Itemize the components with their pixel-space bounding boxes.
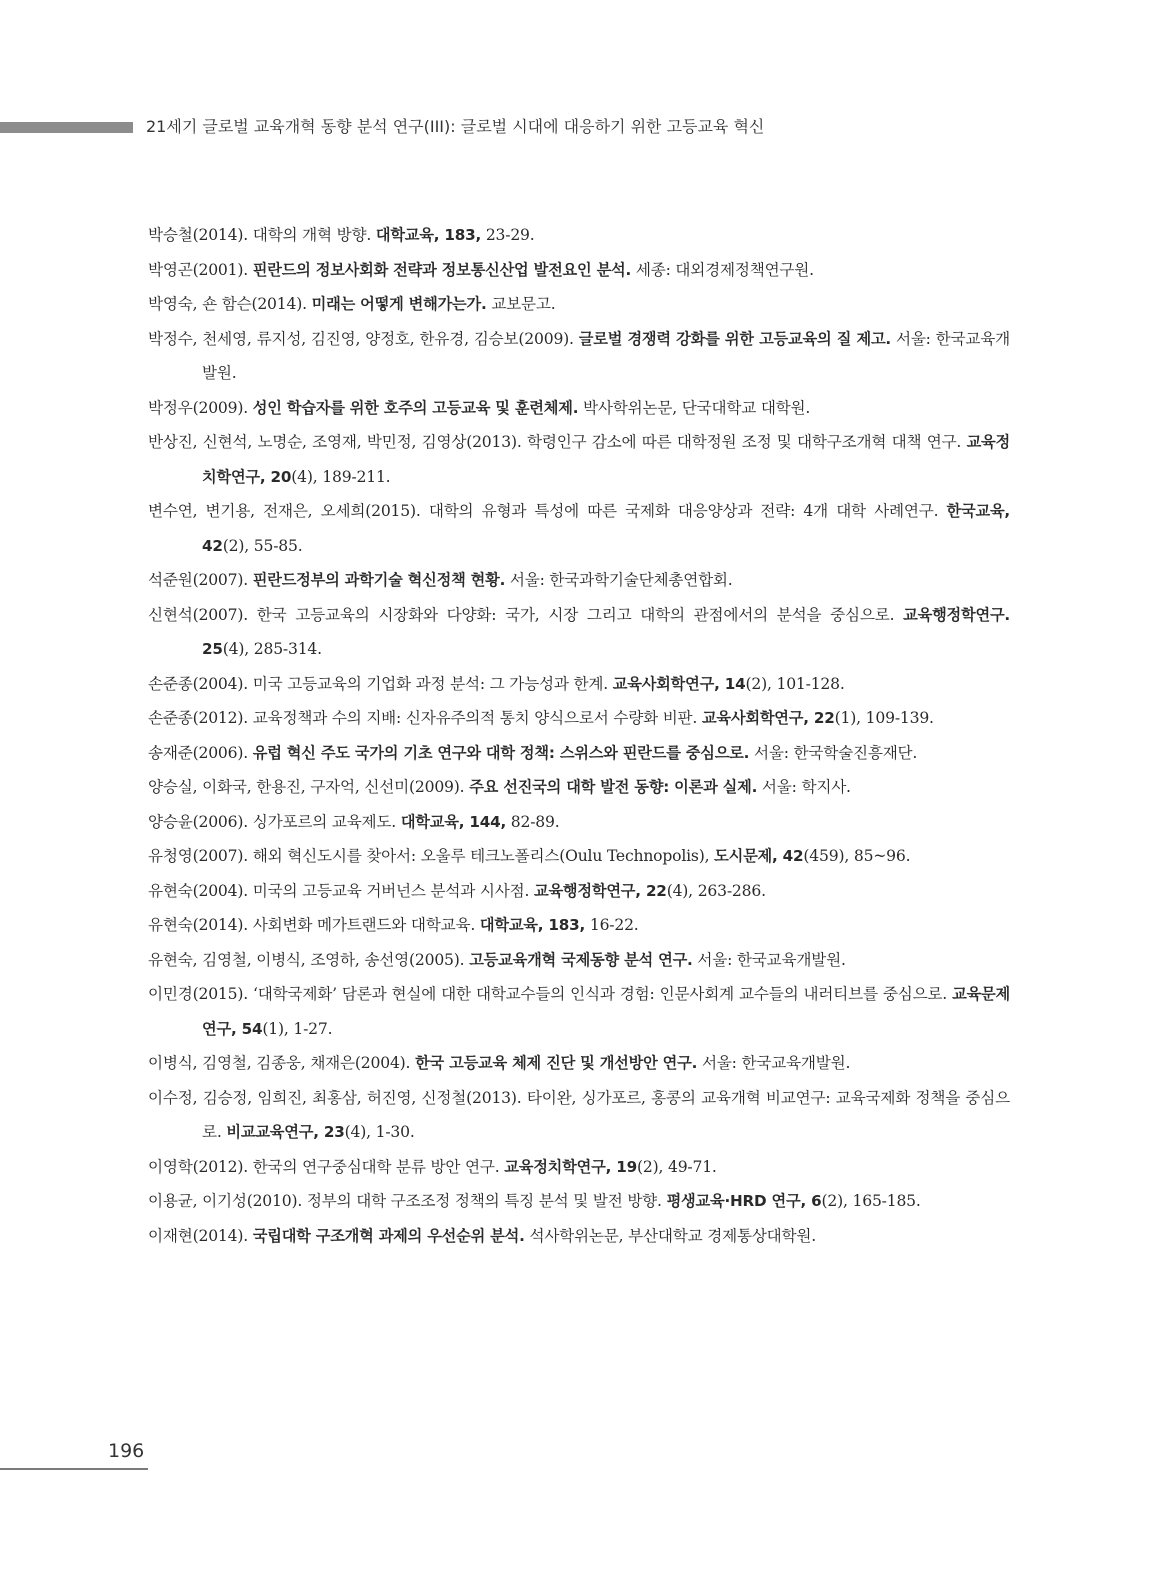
reference-title: 도시문제, 42 bbox=[714, 847, 804, 865]
reference-details: (2), 49-71. bbox=[636, 1157, 717, 1176]
reference-entry bbox=[148, 977, 1010, 1046]
reference-entry bbox=[148, 1184, 1010, 1219]
reference-text: 박정우(2009). bbox=[148, 398, 253, 417]
reference-title: 교육정치학연구, 19 bbox=[504, 1157, 637, 1176]
reference-title: 교육정치학연구, 20 bbox=[202, 433, 1010, 486]
reference-text: 유현숙, 김영철, 이병식, 조영하, 송선영(2005). bbox=[148, 950, 470, 969]
reference-title: 대학교육, 144, bbox=[400, 812, 507, 831]
reference-entry bbox=[148, 391, 1010, 426]
reference-text: 송재준(2006). bbox=[148, 743, 253, 762]
reference-title: 대학교육, 183, bbox=[479, 916, 586, 934]
reference-entry bbox=[148, 1219, 1010, 1254]
reference-entry bbox=[148, 736, 1010, 771]
reference-details: 16-22. bbox=[585, 916, 639, 934]
reference-text: 이수정, 김승정, 임희진, 최홍삼, 허진영, 신정철(2013). 타이완, 싱가포르, 홍콩의 교육개혁 비교연구: 교육국제화 정책을 중심으로. bbox=[148, 1088, 1010, 1141]
reference-details: (2), 101-128. bbox=[745, 674, 845, 693]
reference-text: 변수연, 변기용, 전재은, 오세희(2015). 대학의 유형과 특성에 따른 국제화 대응양상과 전략: 4개 대학 사례연구. bbox=[148, 502, 947, 520]
reference-title: 유럽 혁신 주도 국가의 기초 연구와 대학 정책: 스위스와 핀란드를 중심으로. bbox=[252, 743, 750, 762]
reference-entry bbox=[148, 805, 1010, 840]
reference-title: 고등교육개혁 국제동향 분석 연구. bbox=[469, 950, 693, 969]
reference-details: (2), 55-85. bbox=[222, 536, 303, 555]
header-rule bbox=[0, 122, 133, 133]
reference-details: 23-29. bbox=[481, 226, 535, 244]
reference-title: 평생교육·HRD 연구, 6 bbox=[666, 1192, 822, 1210]
reference-details: 서울: 한국교육개발원. bbox=[202, 329, 1011, 382]
reference-text: 이병식, 김영철, 김종웅, 채재은(2004). bbox=[148, 1054, 416, 1072]
reference-text: 반상진, 신현석, 노명순, 조영재, 박민정, 김영상(2013). 학령인구 감소에 따른 대학정원 조정 및 대학구조개혁 대책 연구. bbox=[148, 433, 967, 451]
reference-title: 교육사회학연구, 22 bbox=[701, 709, 835, 727]
reference-entry bbox=[148, 218, 1010, 253]
reference-title: 주요 선진국의 대학 발전 동향: 이론과 실제. bbox=[469, 778, 758, 796]
reference-details: 세종: 대외경제정책연구원. bbox=[631, 260, 814, 279]
reference-details: 서울: 한국학술진흥재단. bbox=[749, 743, 918, 762]
reference-entry bbox=[148, 563, 1010, 598]
reference-details: 교보문고. bbox=[486, 295, 556, 313]
reference-title: 교육행정학연구, 22 bbox=[533, 881, 667, 900]
reference-text: 이영학(2012). 한국의 연구중심대학 분류 방안 연구. bbox=[148, 1157, 505, 1176]
reference-list bbox=[148, 218, 1010, 1253]
reference-details: 서울: 한국과학기술단체총연합회. bbox=[505, 571, 733, 589]
reference-details: 서울: 한국교육개발원. bbox=[697, 1054, 851, 1072]
reference-title: 교육문제연구, 54 bbox=[202, 985, 1010, 1038]
reference-text: 유청영(2007). 해외 혁신도시를 찾아서: 오울루 테크노폴리스(Oulu Technopolis), bbox=[148, 847, 715, 865]
reference-entry bbox=[148, 598, 1010, 667]
reference-text: 이용균, 이기성(2010). 정부의 대학 구조조정 정책의 특징 분석 및 발전 방향. bbox=[148, 1192, 667, 1210]
reference-text: 박정수, 천세영, 류지성, 김진영, 양정호, 한유경, 김승보(2009). bbox=[148, 329, 579, 348]
reference-details: (4), 1-30. bbox=[344, 1123, 415, 1141]
reference-details: 82-89. bbox=[506, 812, 560, 831]
reference-title: 미래는 어떻게 변해가는가. bbox=[311, 295, 487, 313]
reference-entry bbox=[148, 1081, 1010, 1150]
reference-text: 이재현(2014). bbox=[148, 1226, 253, 1245]
reference-title: 글로벌 경쟁력 강화를 위한 고등교육의 질 제고. bbox=[578, 329, 891, 348]
reference-details: (459), 85~96. bbox=[803, 847, 911, 865]
reference-text: 손준종(2004). 미국 고등교육의 기업화 과정 분석: 그 가능성과 한계. bbox=[148, 674, 613, 693]
reference-entry bbox=[148, 494, 1010, 563]
reference-details: (1), 109-139. bbox=[834, 709, 934, 727]
reference-text: 박영곤(2001). bbox=[148, 260, 253, 279]
reference-details: (2), 165-185. bbox=[821, 1192, 921, 1210]
reference-details: (4), 285-314. bbox=[222, 640, 322, 658]
reference-entry bbox=[148, 701, 1010, 736]
reference-details: (4), 263-286. bbox=[666, 881, 766, 900]
reference-text: 유현숙(2014). 사회변화 메가트랜드와 대학교육. bbox=[148, 916, 480, 934]
reference-entry bbox=[148, 770, 1010, 805]
running-header: 21세기 글로벌 교육개혁 동향 분석 연구(III): 글로벌 시대에 대응하기 위한 고등교육 혁신 bbox=[146, 117, 765, 136]
reference-text: 석준원(2007). bbox=[148, 571, 253, 589]
reference-text: 박영숙, 숀 함슨(2014). bbox=[148, 295, 312, 313]
reference-entry bbox=[148, 425, 1010, 494]
reference-title: 한국 고등교육 체제 진단 및 개선방안 연구. bbox=[415, 1054, 698, 1072]
reference-details: 서울: 학지사. bbox=[757, 778, 851, 796]
reference-details: 박사학위논문, 단국대학교 대학원. bbox=[578, 398, 811, 417]
reference-text: 양승윤(2006). 싱가포르의 교육제도. bbox=[148, 812, 401, 831]
reference-entry bbox=[148, 1150, 1010, 1185]
reference-entry bbox=[148, 287, 1010, 322]
reference-entry bbox=[148, 943, 1010, 978]
reference-text: 손준종(2012). 교육정책과 수의 지배: 신자유주의적 통치 양식으로서 수량화 비판. bbox=[148, 709, 702, 727]
reference-details: (1), 1-27. bbox=[262, 1019, 333, 1038]
reference-entry bbox=[148, 839, 1010, 874]
reference-text: 유현숙(2004). 미국의 고등교육 거버넌스 분석과 시사점. bbox=[148, 881, 534, 900]
reference-title: 핀란드정부의 과학기술 혁신정책 현황. bbox=[252, 571, 506, 589]
reference-details: 석사학위논문, 부산대학교 경제통상대학원. bbox=[524, 1226, 817, 1245]
reference-entry bbox=[148, 322, 1010, 391]
reference-title: 성인 학습자를 위한 호주의 고등교육 및 훈련체제. bbox=[252, 398, 579, 417]
reference-entry bbox=[148, 253, 1010, 288]
reference-title: 한국교육, 42 bbox=[202, 502, 1010, 555]
reference-text: 이민경(2015). ‘대학국제화’ 담론과 현실에 대한 대학교수들의 인식과 경험: 인문사회계 교수들의 내러티브를 중심으로. bbox=[148, 985, 953, 1003]
reference-details: (4), 189-211. bbox=[291, 467, 391, 486]
reference-title: 비교교육연구, 23 bbox=[226, 1123, 345, 1141]
reference-title: 교육사회학연구, 14 bbox=[612, 674, 746, 693]
reference-title: 교육행정학연구. 25 bbox=[202, 605, 1010, 658]
reference-entry bbox=[148, 667, 1010, 702]
reference-title: 국립대학 구조개혁 과제의 우선순위 분석. bbox=[252, 1226, 525, 1245]
reference-entry bbox=[148, 908, 1010, 943]
reference-entry bbox=[148, 874, 1010, 909]
reference-details: 서울: 한국교육개발원. bbox=[692, 950, 846, 969]
reference-title: 대학교육, 183, bbox=[375, 226, 482, 244]
reference-text: 신현석(2007). 한국 고등교육의 시장화와 다양화: 국가, 시장 그리고 대학의 관점에서의 분석을 중심으로. bbox=[148, 605, 904, 624]
page-number: 196 bbox=[108, 1440, 145, 1462]
reference-title: 핀란드의 정보사회화 전략과 정보통신산업 발전요인 분석. bbox=[252, 260, 632, 279]
reference-text: 박승철(2014). 대학의 개혁 방향. bbox=[148, 226, 376, 244]
reference-entry bbox=[148, 1046, 1010, 1081]
footer-rule bbox=[0, 1468, 148, 1470]
reference-text: 양승실, 이화국, 한용진, 구자억, 신선미(2009). bbox=[148, 778, 470, 796]
